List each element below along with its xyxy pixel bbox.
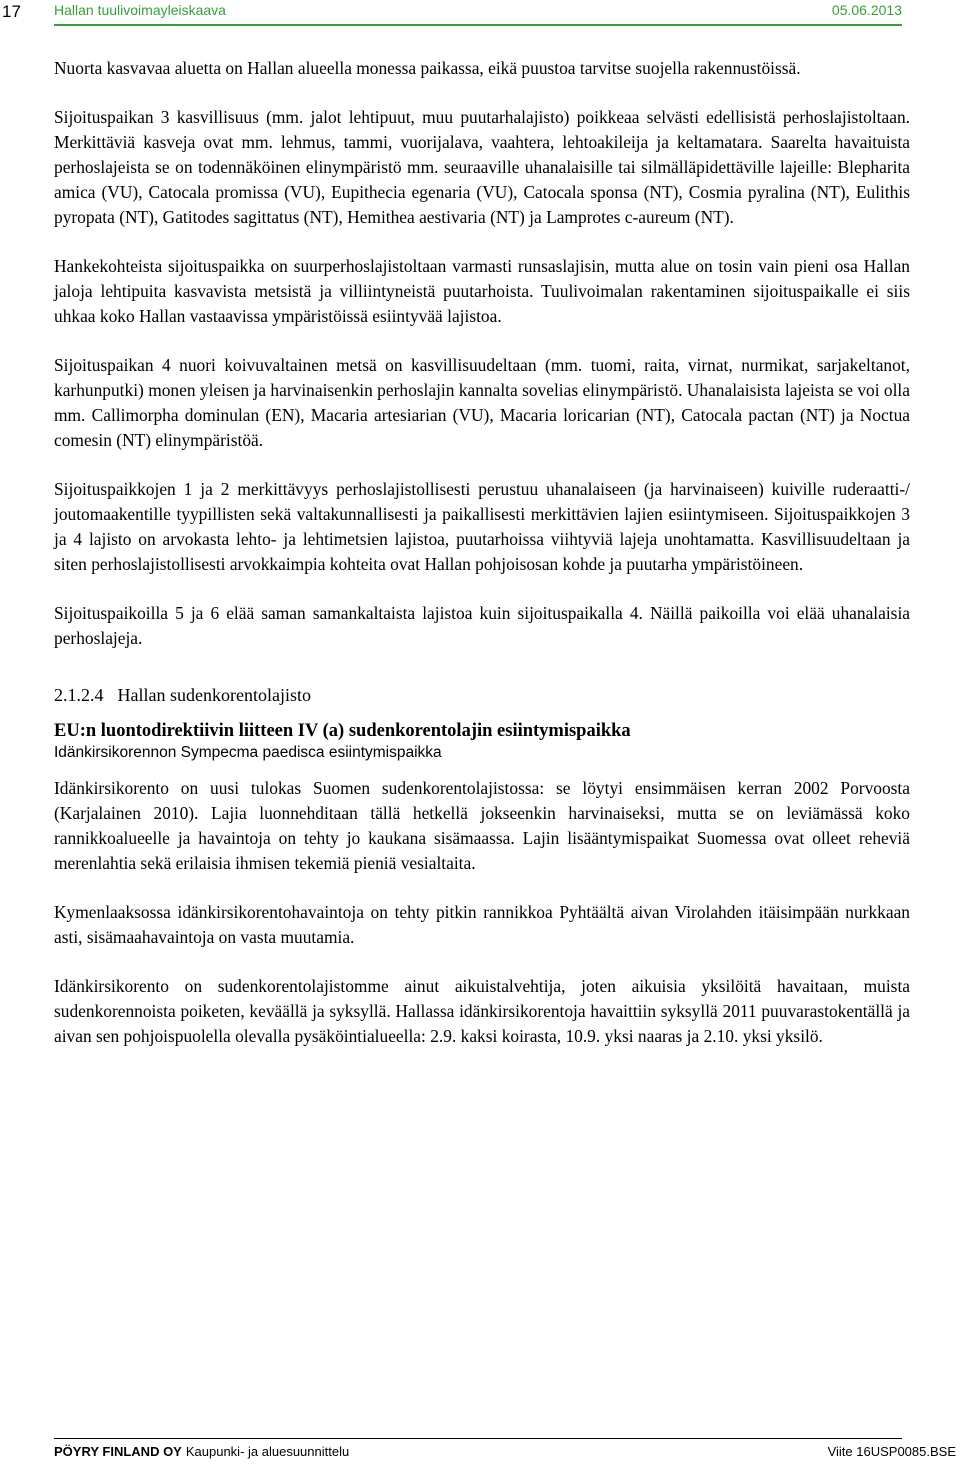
page-body: [54, 56, 910, 1049]
subheading-directive: EU:n luontodirektiivin liitteen IV (a) sudenkorentolajin esiintymispaikka: [54, 721, 631, 741]
paragraph-sites-1-2: Sijoituspaikkojen 1 ja 2 merkittävyys perhoslajistollisesti perustuu uhanalaiseen (ja harvinaiseen) kuiville ruderaatti-/ joutomaakentille tyypillisten sekä valtakunnallisesti ja paikallisesti merkittävien lajien esiintymiseen. Sijoituspaikkojen 3 ja 4 lajisto on arvokasta lehto- ja lehtimetsien lajistoa, puutarhoissa viihtyviä lajeja unohtamatta. Kasvillisuudeltaan ja siten perhoslajistollisesti arvokkaimpia kohteita ovat Hallan pohjoisosan kohde ja puutarha ympäristöineen.: [54, 479, 910, 574]
document-title: Hallan tuulivoimayleiskaava: [54, 2, 226, 18]
section-title: Hallan sudenkorentolajisto: [117, 685, 311, 705]
paragraph-project-sites: Hankekohteista sijoituspaikka on suurperhoslajistoltaan varmasti runsaslajisin, mutta alue on tosin vain pieni osa Hallan jaloja lehtipuita kasvavista metsistä ja villiintyneistä puutarhoista. Tuulivoimalan rakentaminen sijoituspaikalle ei siis uhkaa koko Hallan vastaavissa ympäristöissä esiintyvää lajistoa.: [54, 256, 910, 326]
header-divider: [54, 24, 902, 26]
department-name: Kaupunki- ja aluesuunnittelu: [185, 1444, 350, 1459]
paragraph-young-forest: Nuorta kasvavaa aluetta on Hallan alueella monessa paikassa, eikä puustoa tarvitse suojella rakennustöissä.: [54, 58, 801, 78]
company-name: [54, 1444, 349, 1459]
page-number: 17: [2, 2, 21, 21]
page-footer: [0, 1438, 960, 1465]
paragraph-site-4: Sijoituspaikan 4 nuori koivuvaltainen metsä on kasvillisuudeltaan (mm. tuomi, raita, virnat, nurmikat, sarjakeltanot, karhunputki) monen yleisen ja harvinaisenkin perhoslajin kannalta sovelias elinympäristö. Uhanalaisista lajeista se voi olla mm. Callimorpha dominulan (EN), Macaria artesiarian (VU), Macaria loricarian (NT), Catocala pactan (NT) ja Noctua comesin (NT) elinympäristöä.: [54, 355, 910, 450]
section-number: 2.1.2.4: [54, 685, 104, 705]
company-label: PÖYRY FINLAND OY: [54, 1444, 182, 1459]
paragraph-site-3: Sijoituspaikan 3 kasvillisuus (mm. jalot lehtipuut, muu puutarhalajisto) poikkeaa selvästi edellisistä perhoslajistoltaan. Merkittäviä kasveja ovat mm. lehmus, tammi, vuorijalava, vaahtera, lehtoakileija ja keltamatara. Saarelta havaituista perhoslajeista se on todennäköinen elinympäristö mm. seuraaville uhanalaisille tai silmälläpidettäville lajeille: Blepharita amica (VU), Catocala promissa (VU), Eupithecia egenaria (VU), Catocala sponsa (NT), Cosmia pyralina (NT), Eulithis pyropata (NT), Gatitodes sagittatus (NT), Hemithea aestivaria (NT) ja Lamprotes c-aureum (NT).: [54, 107, 910, 227]
paragraph-sites-5-6: Sijoituspaikoilla 5 ja 6 elää saman samankaltaista lajistoa kuin sijoituspaikalla 4. Näillä paikoilla voi elää uhanalaisia perhoslajeja.: [54, 603, 910, 648]
paragraph-species-intro: Idänkirsikorento on uusi tulokas Suomen sudenkorentolajistossa: se löytyi ensimmäisen kerran 2002 Porvoosta (Karjalainen 2010). Lajia luonnehditaan tällä hetkellä jokseenkin harvinaiseksi, mutta se on leviämässä koko rannikkoalueelle ja havaintoja on tehty jo kaukana sisämaassa. Lajin lisääntymispaikat Suomessa ovat olleet reheviä merenlahtia sekä erilaisia ihmisen tekemiä pieniä vesialtaita.: [54, 778, 910, 873]
paragraph-hibernation: Idänkirsikorento on sudenkorentolajistomme ainut aikuistalvehtija, joten aikuisia yksilöitä havaitaan, muista sudenkorennoista poiketen, keväällä ja syksyllä. Hallassa idänkirsikorentoja havaittiin syksyllä 2011 puuvarastokentällä ja aivan sen pohjoispuolella olevalla pysäköintialueella: 2.9. kaksi koirasta, 10.9. yksi naaras ja 2.10. yksi yksilö.: [54, 976, 910, 1046]
page-header: [0, 0, 960, 30]
document-date: 05.06.2013: [831, 2, 902, 18]
document-reference: Viite 16USP0085.BSE: [827, 1444, 956, 1459]
subheading-species: Idänkirsikorennon Sympecma paedisca esiintymispaikka: [54, 744, 442, 761]
paragraph-kymenlaakso: Kymenlaaksossa idänkirsikorentohavaintoja on tehty pitkin rannikkoa Pyhtäältä aivan Virolahden itäisimpään nurkkaan asti, sisämaahavaintoja on vasta muutamia.: [54, 902, 910, 947]
footer-divider: [54, 1438, 902, 1439]
section-heading: [54, 685, 910, 706]
